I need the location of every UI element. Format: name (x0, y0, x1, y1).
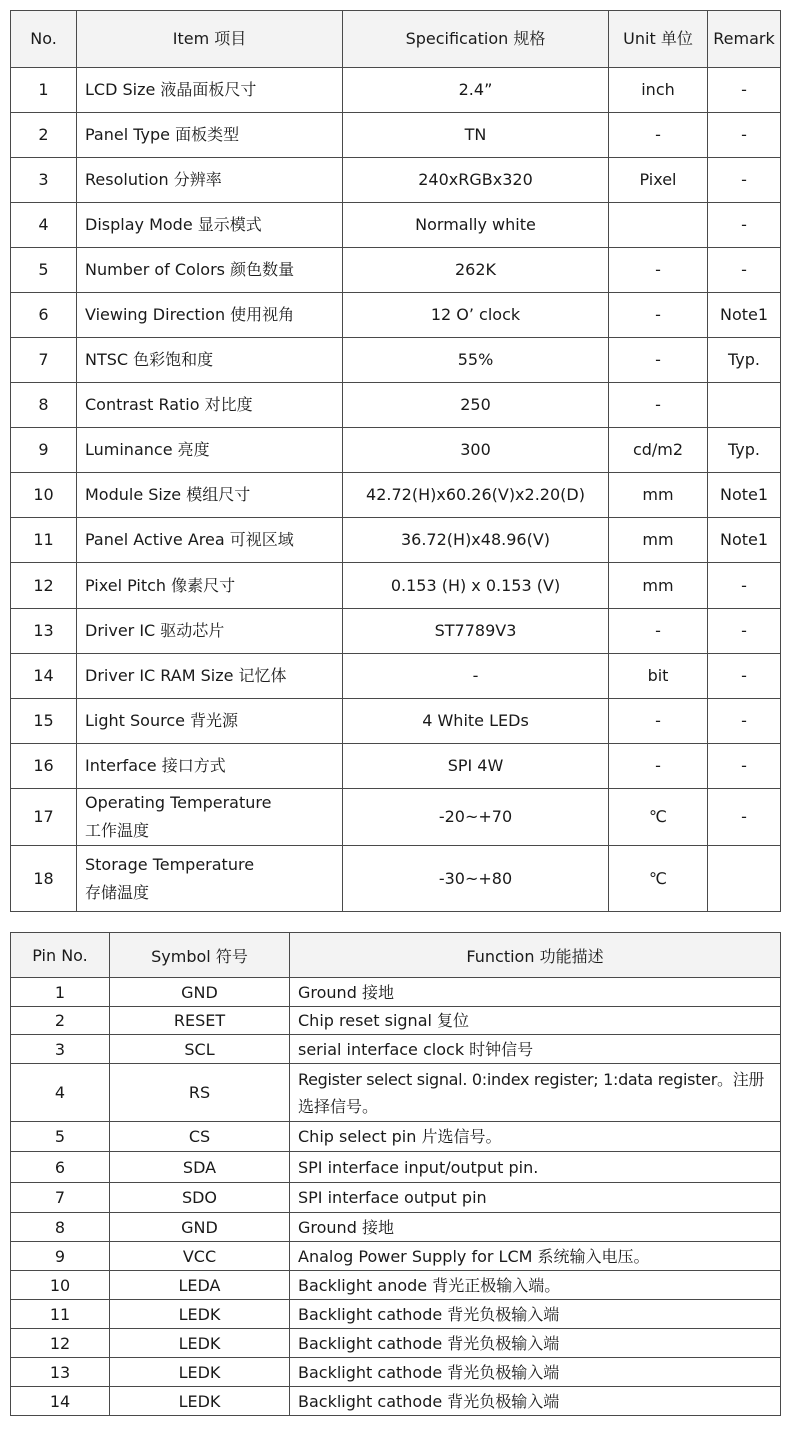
spec-unit-cell (609, 203, 708, 248)
spec-remark-cell: - (708, 68, 781, 113)
spec-value-cell: 12 O’ clock (343, 293, 609, 338)
spec-value-cell: -20~+70 (343, 789, 609, 846)
pin-symbol-cell: SDO (110, 1183, 290, 1213)
pin-function-cell: SPI interface input/output pin. (290, 1152, 781, 1183)
spec-unit-cell: ℃ (609, 789, 708, 846)
pin-no-cell: 2 (11, 1007, 110, 1035)
pin-header-row (11, 933, 781, 978)
spec-remark-cell: Typ. (708, 338, 781, 383)
spec-value-cell: 4 White LEDs (343, 699, 609, 744)
spec-remark-cell (708, 846, 781, 912)
spec-row (11, 846, 781, 912)
spec-remark-cell: - (708, 744, 781, 789)
spec-value-cell: 42.72(H)x60.26(V)x2.20(D) (343, 473, 609, 518)
spec-no-cell: 17 (11, 789, 77, 846)
spec-no-cell: 8 (11, 383, 77, 428)
spec-value-cell: 0.153 (H) x 0.153 (V) (343, 563, 609, 609)
spec-no-cell: 9 (11, 428, 77, 473)
spec-row (11, 248, 781, 293)
pin-row (11, 1387, 781, 1416)
spec-item-line: Operating Temperature (85, 793, 272, 812)
spec-no-cell: 18 (11, 846, 77, 912)
spec-no-cell: 14 (11, 654, 77, 699)
pin-row (11, 1035, 781, 1064)
spec-unit-cell: inch (609, 68, 708, 113)
spec-unit-cell: - (609, 744, 708, 789)
spec-item-cell: Display Mode 显示模式 (77, 203, 343, 248)
spec-item-cell: Contrast Ratio 对比度 (77, 383, 343, 428)
spec-unit-cell: - (609, 113, 708, 158)
spec-row (11, 203, 781, 248)
spec-unit-cell: Pixel (609, 158, 708, 203)
spec-row (11, 113, 781, 158)
pin-symbol-cell: VCC (110, 1242, 290, 1271)
spec-no-cell: 3 (11, 158, 77, 203)
pin-function-cell: Chip reset signal 复位 (290, 1007, 781, 1035)
pin-no-cell: 10 (11, 1271, 110, 1300)
spec-no-cell: 12 (11, 563, 77, 609)
spec-item-cell: Resolution 分辨率 (77, 158, 343, 203)
pin-function-line: Register select signal. 0:index register; 1:data register。注册 (298, 1069, 765, 1089)
spec-item-cell: Luminance 亮度 (77, 428, 343, 473)
spec-item-cell: Number of Colors 颜色数量 (77, 248, 343, 293)
spec-no-cell: 16 (11, 744, 77, 789)
pin-row (11, 978, 781, 1007)
spec-row (11, 158, 781, 203)
pin-symbol-cell: LEDK (110, 1300, 290, 1329)
pin-row (11, 1213, 781, 1242)
pin-no-cell: 11 (11, 1300, 110, 1329)
pin-function-cell: Ground 接地 (290, 978, 781, 1007)
spec-item-cell: Light Source 背光源 (77, 699, 343, 744)
spec-value-cell: TN (343, 113, 609, 158)
pin-no-cell: 8 (11, 1213, 110, 1242)
pin-function-cell (290, 1064, 781, 1122)
pin-row (11, 1064, 781, 1122)
spec-value-cell: 300 (343, 428, 609, 473)
spec-row (11, 293, 781, 338)
spec-unit-cell: - (609, 699, 708, 744)
spec-value-cell: SPI 4W (343, 744, 609, 789)
spec-no-cell: 11 (11, 518, 77, 563)
pin-symbol-cell: LEDA (110, 1271, 290, 1300)
pin-no-cell: 4 (11, 1064, 110, 1122)
spec-row (11, 609, 781, 654)
spec-remark-cell (708, 383, 781, 428)
pin-symbol-cell: GND (110, 978, 290, 1007)
spec-item-cell (77, 789, 343, 846)
spec-row (11, 744, 781, 789)
spec-item-cell: Panel Active Area 可视区域 (77, 518, 343, 563)
spec-remark-cell: - (708, 699, 781, 744)
spec-no-cell: 5 (11, 248, 77, 293)
spec-item-cell: Module Size 模组尺寸 (77, 473, 343, 518)
spec-value-cell: 36.72(H)x48.96(V) (343, 518, 609, 563)
pin-row (11, 1152, 781, 1183)
pin-function-cell: SPI interface output pin (290, 1183, 781, 1213)
pin-symbol-cell: RS (110, 1064, 290, 1122)
pin-no-cell: 5 (11, 1122, 110, 1152)
spec-value-cell: 250 (343, 383, 609, 428)
spec-no-cell: 6 (11, 293, 77, 338)
pin-symbol-cell: RESET (110, 1007, 290, 1035)
spec-row (11, 563, 781, 609)
spec-value-cell: 55% (343, 338, 609, 383)
pin-no-cell: 12 (11, 1329, 110, 1358)
spec-value-cell: -30~+80 (343, 846, 609, 912)
col-header-item: Item 项目 (77, 11, 343, 68)
spec-remark-cell: - (708, 654, 781, 699)
spec-row (11, 789, 781, 846)
pin-no-cell: 6 (11, 1152, 110, 1183)
spec-item-cell: Interface 接口方式 (77, 744, 343, 789)
spec-item-line: 工作温度 (85, 821, 150, 840)
pin-function-cell: Chip select pin 片选信号。 (290, 1122, 781, 1152)
spec-unit-cell: mm (609, 518, 708, 563)
spec-value-cell: 2.4” (343, 68, 609, 113)
col-header-pin-no: Pin No. (11, 933, 110, 978)
pin-symbol-cell: GND (110, 1213, 290, 1242)
pin-symbol-cell: SCL (110, 1035, 290, 1064)
spec-remark-cell: Note1 (708, 473, 781, 518)
pin-function-cell: Backlight cathode 背光负极输入端 (290, 1329, 781, 1358)
pin-symbol-cell: SDA (110, 1152, 290, 1183)
spec-unit-cell: - (609, 338, 708, 383)
spec-table (10, 10, 781, 912)
spec-item-line: 存储温度 (85, 882, 150, 902)
pin-function-cell: Backlight cathode 背光负极输入端 (290, 1300, 781, 1329)
spec-remark-cell: - (708, 158, 781, 203)
spec-unit-cell: mm (609, 563, 708, 609)
spec-value-cell: 240xRGBx320 (343, 158, 609, 203)
pin-table (10, 932, 781, 1416)
spec-item-cell: Panel Type 面板类型 (77, 113, 343, 158)
spec-item-cell: Pixel Pitch 像素尺寸 (77, 563, 343, 609)
pin-no-cell: 3 (11, 1035, 110, 1064)
pin-function-cell: serial interface clock 时钟信号 (290, 1035, 781, 1064)
spec-remark-cell: - (708, 563, 781, 609)
pin-function-cell: Ground 接地 (290, 1213, 781, 1242)
spec-item-line: Storage Temperature (85, 854, 255, 874)
spec-value-cell: ST7789V3 (343, 609, 609, 654)
col-header-symbol: Symbol 符号 (110, 933, 290, 978)
spec-row (11, 68, 781, 113)
spec-no-cell: 1 (11, 68, 77, 113)
spec-row (11, 654, 781, 699)
pin-no-cell: 14 (11, 1387, 110, 1416)
pin-row (11, 1271, 781, 1300)
pin-row (11, 1300, 781, 1329)
spec-row (11, 428, 781, 473)
pin-row (11, 1358, 781, 1387)
pin-row (11, 1007, 781, 1035)
spec-no-cell: 7 (11, 338, 77, 383)
spec-unit-cell: - (609, 293, 708, 338)
spec-item-cell: NTSC 色彩饱和度 (77, 338, 343, 383)
spec-value-cell: Normally white (343, 203, 609, 248)
spec-remark-cell: - (708, 609, 781, 654)
col-header-function: Function 功能描述 (290, 933, 781, 978)
spec-value-cell: - (343, 654, 609, 699)
col-header-spec: Specification 规格 (343, 11, 609, 68)
spec-unit-cell: - (609, 383, 708, 428)
pin-function-cell: Backlight cathode 背光负极输入端 (290, 1358, 781, 1387)
spec-unit-cell: ℃ (609, 846, 708, 912)
spec-unit-cell: mm (609, 473, 708, 518)
spec-no-cell: 4 (11, 203, 77, 248)
pin-no-cell: 7 (11, 1183, 110, 1213)
spec-row (11, 699, 781, 744)
pin-symbol-cell: LEDK (110, 1329, 290, 1358)
spec-no-cell: 10 (11, 473, 77, 518)
spec-item-cell: Driver IC 驱动芯片 (77, 609, 343, 654)
spec-value-cell: 262K (343, 248, 609, 293)
spec-row (11, 383, 781, 428)
spec-remark-cell: - (708, 789, 781, 846)
spec-row (11, 518, 781, 563)
pin-symbol-cell: LEDK (110, 1358, 290, 1387)
pin-no-cell: 1 (11, 978, 110, 1007)
spec-unit-cell: - (609, 248, 708, 293)
pin-symbol-cell: CS (110, 1122, 290, 1152)
spec-remark-cell: - (708, 248, 781, 293)
pin-function-cell: Backlight anode 背光正极输入端。 (290, 1271, 781, 1300)
pin-function-cell: Backlight cathode 背光负极输入端 (290, 1387, 781, 1416)
col-header-no: No. (11, 11, 77, 68)
pin-row (11, 1329, 781, 1358)
pin-row (11, 1242, 781, 1271)
spec-header-row (11, 11, 781, 68)
pin-no-cell: 9 (11, 1242, 110, 1271)
spec-unit-cell: cd/m2 (609, 428, 708, 473)
spec-remark-cell: Note1 (708, 293, 781, 338)
pin-function-cell: Analog Power Supply for LCM 系统输入电压。 (290, 1242, 781, 1271)
spec-row (11, 473, 781, 518)
spec-no-cell: 15 (11, 699, 77, 744)
spec-remark-cell: - (708, 113, 781, 158)
col-header-unit: Unit 单位 (609, 11, 708, 68)
pin-no-cell: 13 (11, 1358, 110, 1387)
spec-remark-cell: Note1 (708, 518, 781, 563)
spec-row (11, 338, 781, 383)
spec-item-cell: LCD Size 液晶面板尺寸 (77, 68, 343, 113)
pin-row (11, 1122, 781, 1152)
pin-row (11, 1183, 781, 1213)
spec-item-cell (77, 846, 343, 912)
pin-function-line: 选择信号。 (298, 1096, 379, 1116)
spec-item-cell: Viewing Direction 使用视角 (77, 293, 343, 338)
spec-unit-cell: bit (609, 654, 708, 699)
spec-remark-cell: - (708, 203, 781, 248)
spec-unit-cell: - (609, 609, 708, 654)
spec-no-cell: 13 (11, 609, 77, 654)
spec-remark-cell: Typ. (708, 428, 781, 473)
col-header-remark: Remark (708, 11, 781, 68)
spec-item-cell: Driver IC RAM Size 记忆体 (77, 654, 343, 699)
spec-no-cell: 2 (11, 113, 77, 158)
pin-symbol-cell: LEDK (110, 1387, 290, 1416)
